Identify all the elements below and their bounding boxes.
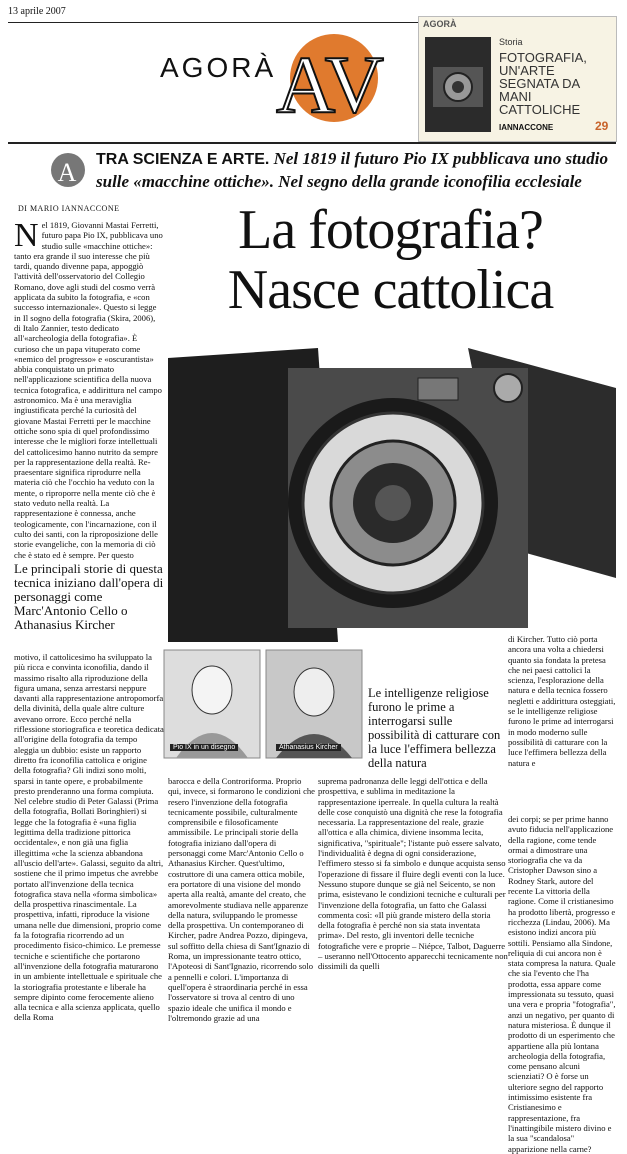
pull-quote-1: Le principali storie di questa tecnica iniziano dall'opera di personaggi come Marc'Antonio Cello o Athanasius Kircher <box>14 561 164 632</box>
av-logo-letters: AV <box>276 39 384 130</box>
article-column-1b: motivo, il cattolicesimo ha sviluppato la più ricca e convinta iconofilia, dando il massimo risalto alla riproduzione della figura umana, senza arrestarsi neppure davanti alla rappresentazione antropomorfa della divinità, della quale altre culture avevano orrore. Ecco perché nella riflessione storiografica e teoretica dedicata all'origine della fotografia da tempo aleggia un dubbio: esiste un rapporto diretto fra iconofilia cattolica e origine della fotografia? Gli indizi sono molti, sparsi in tante opere, e probabilmente presto prenderanno una forma compiuta. Nel celebre studio di Peter Galassi (Prima della fotografia, Bollati Boringhieri) si legge che la fotografia è «una figlia legittima della tradizione pittorica occidentale», e non già una figlia illegittima «che la scienza abbandona all'uscio dell'arte». Galassi, seguito da altri, sostiene che il primo impetus che avrebbe portato all'invenzione della tecnica fotografica stava nella «forma simbolica» della prospettiva rinascimentale. La prospettiva, infatti, riproduce la visione umana nelle due dimensioni, proprio come fa la fotografia ricorrendo ad un procedimento fisico-chimico. Le premesse tecniche e scientifiche che portarono all'invenzione della fotografia maturarono in un ambiente intellettuale e spirituale che la storiografia protestante e liberale ha sempre dipinto come ferocemente alieno alla tecnica e alla scienza applicata, quello della Roma <box>14 652 164 1023</box>
portraits <box>164 648 364 760</box>
pull-quote-2: Le intelligenze religiose furono le prime a interrogarsi sulle possibilità di catturare con la luce l'effimera bellezza della natura <box>368 686 501 770</box>
article-column-2: barocca e della Controriforma. Proprio qui, invece, si formarono le condizioni che resero l'invenzione della fotografia tecnicamente possibile, culturalmente comprensibile e filosoficamente ammissibile. Le principali storie della fotografia iniziano dall'opera di personaggi come Marc'Antonio Cello o Athanasius Kircher. Quest'ultimo, costruttore di una camera ottica mobile, era portatore di una visione del mondo aperta alla realtà, amante del creato, che amorevolmente studiava nelle apparenze della natura, sviluppando le promesse della prospettiva. Un contemporaneo di Kircher, padre Andrea Pozzo, dipingeva, sul soffitto della chiesa di Sant'Ignazio di Roma, un impressionante teatro ottico, l'Apoteosi di Sant'Ignazio, ricorrendo solo a pennelli e colori. L'importanza di quell'opera è straordinaria perché in essa l'osservatore si trova al centro di uno spazio ideale che unifica il mondo e l'oltremondo grazie ad una <box>168 776 316 1023</box>
issue-date: 13 aprile 2007 <box>8 6 66 17</box>
section-title: AGORÀ <box>160 52 277 83</box>
article-column-3: suprema padronanza delle leggi dell'ottica e della prospettiva, e sublima in meditazione la rappresentazione iperreale. In quella cultura la realtà delle cose conquistò una dignità che rese la fotografia necessaria. La rappresentazione del reale, grazie all'ottica e alla chimica, diviene insomma lecita, significativa, "spirituale"; l'istante può essere salvato, l'individualità è degna di ogni considerazione, l'effimero stesso si fa simbolo e dunque acquista senso l'operazione di fissare il fluire degli eventi con la luce. Nessuno stupore dunque se già nel Seicento, se non prima, esistevano le condizioni tecniche e culturali per l'invenzione della fotografia, un fatto che Galassi commenta così: «Il più grande mistero della storia della fotografia è perché non sia stata inventata prima». Del resto, gli inventori delle tecniche fotografiche vere e proprie – Niépce, Talbot, Daguerre – useranno nell'Ottocento apparecchi tecnicamente non dissimili da quelli <box>318 776 508 972</box>
article-column-4b: dei corpi; se per prime hanno avuto fiducia nell'applicazione della ragione, come tende ormai a dimostrare una storiografia che va da Cristopher Dawson sino a Rodney Stark, autore del recente La vittoria della ragione. Come il cristianesimo ha prodotto libertà, progresso e ricchezza (Lindau, 2006). Ma esistono indizi ancora più sottili. Pensiamo alla Sindone, reliquia di cui ancora non è stata compresa la natura. Quale che sia l'evento che l'ha prodotta, essa appare come impressionata su tessuto, quasi una vera e propria "fotografia", anzi un negativo, per quanto di natura misteriosa. È dunque il prodotto di un esperimento che appartiene alla più lontana archeologia della fotografia, come pensano alcuni scienziati? O è forse un ulteriore segno del rapporto intimissimo esistente fra Cristianesimo e rappresentazione, fra l'inattingibile mistero divino e la sua "scandalosa" apparizione nella carne? <box>508 814 616 1154</box>
kicker <box>96 148 616 193</box>
promo-camera-image <box>425 37 491 132</box>
caption-kircher: Athanasius Kircher <box>276 744 341 751</box>
kicker-text: Nel 1819 il futuro Pio IX pubblicava uno studio sulle «macchine ottiche». Nel segno della grande iconofilia ecclesiale <box>96 149 608 191</box>
svg-text:A: A <box>57 158 77 187</box>
kicker-lead: TRA SCIENZA E ARTE. <box>96 151 270 168</box>
header-rule <box>8 142 616 144</box>
camera-icon <box>425 37 491 132</box>
article-column-1a <box>14 217 164 560</box>
promo-box[interactable] <box>418 16 617 142</box>
byline: DI MARIO IANNACCONE <box>18 204 120 213</box>
promo-brand: AGORÀ <box>423 19 457 29</box>
promo-page-number: 29 <box>595 119 609 133</box>
promo-section: Storia <box>499 37 523 47</box>
small-av-logo-icon <box>48 150 86 190</box>
vintage-camera-photo <box>168 348 616 642</box>
dropcap: N <box>14 217 39 254</box>
promo-title: FOTOGRAFIA, UN'ARTE SEGNATA DA MANI CATTOLICHE <box>499 50 587 117</box>
article-column-4a: di Kircher. Tutto ciò porta ancora una volta a chiedersi quanto sia fondata la pretesa che nei paesi cattolici la scienza, l'esplorazione della natura e della tecnica fossero negletti e addirittura osteggiati, se le intelligenze religiose furono le prime ad interrogarsi in modo moderno sulle possibilità di catturare con la luce l'effimera bellezza della natura e <box>508 634 616 768</box>
caption-pio-ix: Pio IX in un disegno <box>170 744 238 751</box>
av-logo-icon <box>272 24 384 130</box>
headline: La fotografia? Nasce cattolica <box>227 199 554 321</box>
article-text-1a: el 1819, Giovanni Mastai Ferretti, futuro papa Pio IX, pubblicava uno studio sulle «macchine ottiche»: tanto era grande il suo interesse che più tardi, quando divenne papa, appoggiò l'attività dell'osservatorio del Collegio Romano, dove agli studi del cosmo verrà applicata da subito la fotografia, e «con successo internazionale». Questo si legge in Il sogno della fotografia (Skira, 2006), di Italo Zannier, testo dedicato all'«archeologia della fotografia». È curioso che un papa vituperato come «nemico del progresso» e «oscurantista» abbia conquistato un primato nell'applicazione scientifica della nuova tecnica fotografica, e addirittura nel campo astronomico. Ma è una meraviglia ingiustificata perché la curiosità del giovane Mastai Ferretti per le macchine ottiche sono spia di quel profondissimo interesse che le migliori forze intellettuali del cattolicesimo hanno nutrito da sempre per la rappresentazione della realtà. Re-praesentare significa riprodurre nella materia ciò che l'occhio ha veduto con la mente, o riproporre nella mente ciò che è stato veduto nella realtà. La rappresentazione è connessa, anche teologicamente, con l'incarnazione, con il culto dei santi, con la riproposizione delle storie evangeliche, con la memoria di ciò che è stato ed è sempre. Per questo <box>14 220 163 560</box>
promo-author: IANNACCONE <box>499 123 554 132</box>
